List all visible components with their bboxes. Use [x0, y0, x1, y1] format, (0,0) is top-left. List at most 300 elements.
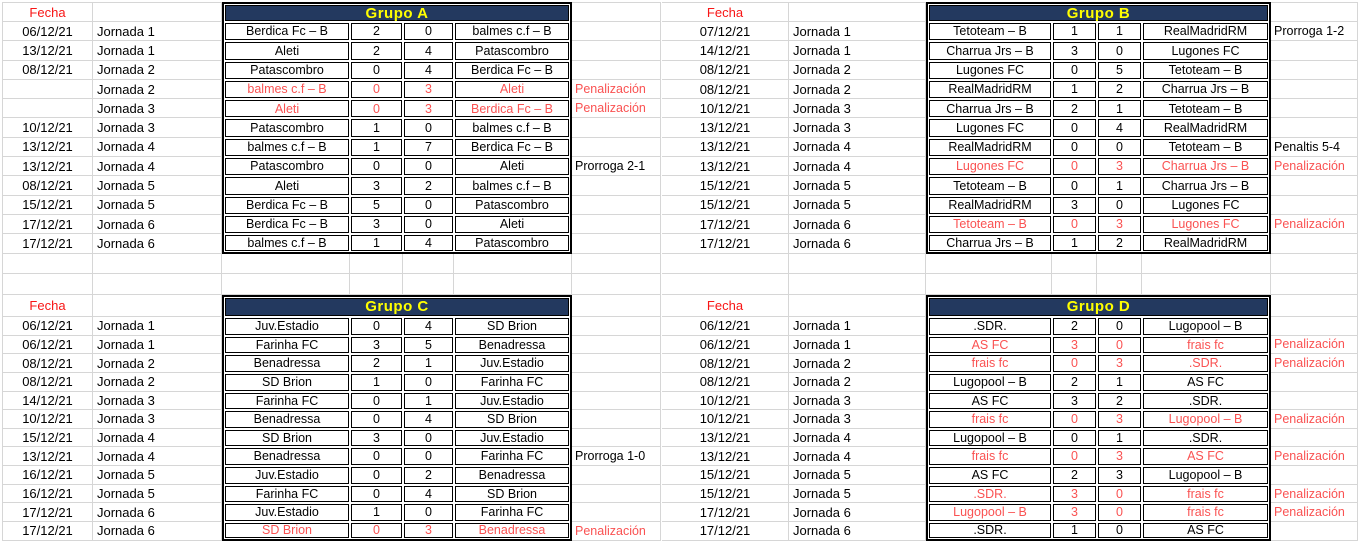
home-team-cell[interactable]: frais fc — [929, 355, 1051, 372]
away-team-cell[interactable]: Charrua Jrs – B — [1143, 158, 1268, 175]
away-team-cell[interactable]: Juv.Estadio — [455, 355, 569, 372]
home-team-cell[interactable]: .SDR. — [929, 318, 1051, 335]
note-cell[interactable] — [1271, 41, 1358, 60]
home-team-cell[interactable]: Benadressa — [225, 355, 349, 372]
jornada-cell[interactable]: Jornada 6 — [93, 234, 222, 253]
empty-cell[interactable] — [1271, 254, 1358, 275]
empty-cell[interactable] — [662, 254, 789, 275]
away-team-cell[interactable]: Farinha FC — [455, 504, 569, 521]
date-cell[interactable]: 10/12/21 — [662, 410, 789, 429]
away-score-cell[interactable]: 0 — [1098, 318, 1141, 335]
jornada-cell[interactable]: Jornada 4 — [789, 138, 926, 157]
jornada-cell[interactable]: Jornada 1 — [789, 22, 926, 41]
empty-cell[interactable] — [1052, 254, 1097, 275]
away-team-cell[interactable]: .SDR. — [1143, 355, 1268, 372]
home-score-cell[interactable]: 0 — [1053, 448, 1096, 465]
away-score-cell[interactable]: 4 — [404, 318, 453, 335]
home-team-cell[interactable]: Tetoteam – B — [929, 216, 1051, 233]
away-score-cell[interactable]: 0 — [404, 216, 453, 233]
fecha-column-header[interactable]: Fecha — [662, 2, 789, 22]
jornada-cell[interactable]: Jornada 4 — [789, 429, 926, 448]
away-team-cell[interactable]: .SDR. — [1143, 430, 1268, 447]
jornada-cell[interactable]: Jornada 4 — [789, 157, 926, 176]
empty-cell[interactable] — [403, 254, 454, 275]
note-cell[interactable] — [572, 336, 661, 355]
home-score-cell[interactable]: 0 — [1053, 62, 1096, 79]
jornada-cell[interactable]: Jornada 3 — [93, 99, 222, 118]
empty-cell[interactable] — [1097, 274, 1142, 295]
empty-cell[interactable] — [926, 274, 1052, 295]
jornada-cell[interactable]: Jornada 3 — [93, 410, 222, 429]
fecha-column-header[interactable]: Fecha — [2, 2, 93, 22]
date-cell[interactable]: 08/12/21 — [2, 176, 93, 195]
away-score-cell[interactable]: 1 — [1098, 177, 1141, 194]
note-cell[interactable] — [572, 41, 661, 60]
away-score-cell[interactable]: 2 — [1098, 81, 1141, 98]
home-score-cell[interactable]: 0 — [351, 100, 402, 117]
away-score-cell[interactable]: 0 — [1098, 504, 1141, 521]
jornada-column-header[interactable] — [789, 295, 926, 317]
home-score-cell[interactable]: 0 — [1053, 355, 1096, 372]
home-score-cell[interactable]: 2 — [351, 355, 402, 372]
away-team-cell[interactable]: RealMadridRM — [1143, 235, 1268, 250]
note-cell[interactable] — [1271, 317, 1358, 336]
home-score-cell[interactable]: 2 — [351, 42, 402, 59]
away-score-cell[interactable]: 3 — [404, 100, 453, 117]
away-score-cell[interactable]: 0 — [404, 23, 453, 40]
away-score-cell[interactable]: 0 — [404, 119, 453, 136]
away-score-cell[interactable]: 4 — [404, 411, 453, 428]
home-team-cell[interactable]: balmes c.f – B — [225, 81, 349, 98]
home-score-cell[interactable]: 0 — [1053, 119, 1096, 136]
note-cell[interactable] — [1271, 99, 1358, 118]
empty-cell[interactable] — [454, 254, 572, 275]
date-cell[interactable]: 10/12/21 — [662, 392, 789, 411]
home-score-cell[interactable]: 0 — [351, 393, 402, 410]
group-d-title[interactable]: Grupo D — [929, 298, 1268, 316]
home-team-cell[interactable]: Aleti — [225, 100, 349, 117]
away-team-cell[interactable]: Patascombro — [455, 42, 569, 59]
home-score-cell[interactable]: 0 — [351, 486, 402, 503]
date-cell[interactable]: 08/12/21 — [2, 373, 93, 392]
jornada-cell[interactable]: Jornada 4 — [789, 447, 926, 466]
note-cell[interactable] — [1271, 429, 1358, 448]
note-cell[interactable] — [572, 22, 661, 41]
empty-cell[interactable] — [2, 274, 93, 295]
jornada-cell[interactable]: Jornada 5 — [789, 466, 926, 485]
away-team-cell[interactable]: Lugopool – B — [1143, 411, 1268, 428]
away-score-cell[interactable]: 5 — [1098, 62, 1141, 79]
date-cell[interactable]: 17/12/21 — [2, 234, 93, 253]
empty-cell[interactable] — [662, 274, 789, 295]
note-cell[interactable]: Penalización — [1271, 503, 1358, 522]
empty-cell[interactable] — [1271, 274, 1358, 295]
home-team-cell[interactable]: .SDR. — [929, 523, 1051, 538]
away-team-cell[interactable]: RealMadridRM — [1143, 119, 1268, 136]
away-team-cell[interactable]: SD Brion — [455, 318, 569, 335]
group-b-title[interactable]: Grupo B — [929, 5, 1268, 21]
empty-cell[interactable] — [789, 254, 926, 275]
empty-cell[interactable] — [222, 254, 350, 275]
jornada-cell[interactable]: Jornada 4 — [93, 157, 222, 176]
note-cell[interactable] — [572, 410, 661, 429]
jornada-cell[interactable]: Jornada 2 — [789, 354, 926, 373]
jornada-column-header[interactable] — [789, 2, 926, 22]
note-column-header[interactable] — [572, 2, 661, 22]
jornada-cell[interactable]: Jornada 2 — [93, 61, 222, 80]
away-team-cell[interactable]: frais fc — [1143, 504, 1268, 521]
note-cell[interactable] — [1271, 196, 1358, 215]
date-cell[interactable]: 15/12/21 — [662, 176, 789, 195]
home-team-cell[interactable]: Tetoteam – B — [929, 23, 1051, 40]
date-cell[interactable]: 13/12/21 — [2, 157, 93, 176]
home-score-cell[interactable]: 0 — [351, 467, 402, 484]
jornada-cell[interactable]: Jornada 5 — [789, 485, 926, 504]
away-score-cell[interactable]: 3 — [1098, 158, 1141, 175]
jornada-cell[interactable]: Jornada 1 — [93, 336, 222, 355]
home-team-cell[interactable]: Tetoteam – B — [929, 177, 1051, 194]
away-team-cell[interactable]: AS FC — [1143, 523, 1268, 538]
away-score-cell[interactable]: 1 — [404, 393, 453, 410]
note-cell[interactable] — [1271, 118, 1358, 137]
away-score-cell[interactable]: 4 — [404, 62, 453, 79]
away-score-cell[interactable]: 4 — [404, 42, 453, 59]
home-team-cell[interactable]: Patascombro — [225, 158, 349, 175]
away-score-cell[interactable]: 4 — [404, 235, 453, 250]
home-team-cell[interactable]: RealMadridRM — [929, 197, 1051, 214]
jornada-cell[interactable]: Jornada 5 — [93, 176, 222, 195]
jornada-cell[interactable]: Jornada 1 — [93, 317, 222, 336]
home-team-cell[interactable]: Aleti — [225, 177, 349, 194]
date-cell[interactable]: 06/12/21 — [2, 336, 93, 355]
away-score-cell[interactable]: 0 — [1098, 486, 1141, 503]
home-score-cell[interactable]: 0 — [351, 158, 402, 175]
home-team-cell[interactable]: Lugopool – B — [929, 430, 1051, 447]
home-score-cell[interactable]: 0 — [1053, 430, 1096, 447]
away-team-cell[interactable]: Farinha FC — [455, 374, 569, 391]
away-score-cell[interactable]: 0 — [404, 448, 453, 465]
home-score-cell[interactable]: 2 — [1053, 100, 1096, 117]
home-team-cell[interactable]: frais fc — [929, 411, 1051, 428]
date-cell[interactable]: 15/12/21 — [662, 196, 789, 215]
date-cell[interactable] — [2, 80, 93, 99]
jornada-cell[interactable]: Jornada 6 — [93, 503, 222, 522]
home-team-cell[interactable]: RealMadridRM — [929, 139, 1051, 156]
away-score-cell[interactable]: 0 — [404, 158, 453, 175]
away-team-cell[interactable]: Aleti — [455, 158, 569, 175]
jornada-cell[interactable]: Jornada 5 — [789, 196, 926, 215]
home-score-cell[interactable]: 3 — [351, 337, 402, 354]
date-cell[interactable]: 06/12/21 — [2, 317, 93, 336]
away-score-cell[interactable]: 3 — [404, 523, 453, 538]
empty-cell[interactable] — [403, 274, 454, 295]
away-team-cell[interactable]: Tetoteam – B — [1143, 100, 1268, 117]
away-team-cell[interactable]: frais fc — [1143, 486, 1268, 503]
away-team-cell[interactable]: Patascombro — [455, 197, 569, 214]
note-cell[interactable] — [572, 234, 661, 253]
note-cell[interactable]: Prorroga 1-0 — [572, 447, 661, 466]
date-cell[interactable]: 15/12/21 — [662, 466, 789, 485]
jornada-cell[interactable]: Jornada 1 — [789, 317, 926, 336]
jornada-cell[interactable]: Jornada 2 — [789, 61, 926, 80]
home-team-cell[interactable]: frais fc — [929, 448, 1051, 465]
note-cell[interactable]: Penalización — [1271, 354, 1358, 373]
note-cell[interactable] — [572, 196, 661, 215]
away-team-cell[interactable]: Charrua Jrs – B — [1143, 81, 1268, 98]
away-team-cell[interactable]: RealMadridRM — [1143, 23, 1268, 40]
date-cell[interactable]: 06/12/21 — [662, 317, 789, 336]
away-team-cell[interactable]: Lugopool – B — [1143, 318, 1268, 335]
away-team-cell[interactable]: SD Brion — [455, 486, 569, 503]
jornada-cell[interactable]: Jornada 2 — [93, 80, 222, 99]
date-cell[interactable]: 08/12/21 — [2, 61, 93, 80]
note-cell[interactable] — [572, 176, 661, 195]
home-team-cell[interactable]: Charrua Jrs – B — [929, 42, 1051, 59]
date-cell[interactable]: 16/12/21 — [2, 466, 93, 485]
home-team-cell[interactable]: AS FC — [929, 393, 1051, 410]
home-team-cell[interactable]: Lugones FC — [929, 119, 1051, 136]
note-cell[interactable] — [1271, 234, 1358, 253]
note-cell[interactable] — [572, 466, 661, 485]
away-score-cell[interactable]: 3 — [1098, 467, 1141, 484]
jornada-column-header[interactable] — [93, 295, 222, 317]
away-score-cell[interactable]: 3 — [1098, 448, 1141, 465]
home-team-cell[interactable]: SD Brion — [225, 523, 349, 538]
away-team-cell[interactable]: .SDR. — [1143, 393, 1268, 410]
note-cell[interactable]: Penalización — [1271, 336, 1358, 355]
home-team-cell[interactable]: Berdica Fc – B — [225, 197, 349, 214]
home-score-cell[interactable]: 1 — [1053, 523, 1096, 538]
away-score-cell[interactable]: 2 — [404, 467, 453, 484]
away-team-cell[interactable]: Tetoteam – B — [1143, 62, 1268, 79]
home-team-cell[interactable]: Aleti — [225, 42, 349, 59]
empty-cell[interactable] — [572, 254, 661, 275]
date-cell[interactable]: 13/12/21 — [662, 429, 789, 448]
home-team-cell[interactable]: AS FC — [929, 337, 1051, 354]
away-score-cell[interactable]: 0 — [404, 430, 453, 447]
home-score-cell[interactable]: 2 — [1053, 467, 1096, 484]
group-c-title[interactable]: Grupo C — [225, 298, 569, 316]
empty-cell[interactable] — [93, 254, 222, 275]
away-score-cell[interactable]: 1 — [404, 355, 453, 372]
away-score-cell[interactable]: 0 — [404, 374, 453, 391]
empty-cell[interactable] — [1097, 254, 1142, 275]
note-cell[interactable] — [572, 317, 661, 336]
away-score-cell[interactable]: 3 — [1098, 411, 1141, 428]
date-cell[interactable]: 17/12/21 — [2, 522, 93, 541]
away-score-cell[interactable]: 1 — [1098, 100, 1141, 117]
home-score-cell[interactable]: 1 — [351, 504, 402, 521]
date-cell[interactable]: 13/12/21 — [2, 41, 93, 60]
away-score-cell[interactable]: 2 — [1098, 393, 1141, 410]
away-score-cell[interactable]: 1 — [1098, 23, 1141, 40]
jornada-cell[interactable]: Jornada 6 — [789, 503, 926, 522]
note-cell[interactable]: Prorroga 1-2 — [1271, 22, 1358, 41]
jornada-cell[interactable]: Jornada 6 — [93, 522, 222, 541]
home-score-cell[interactable]: 2 — [1053, 318, 1096, 335]
note-column-header[interactable] — [572, 295, 661, 317]
away-team-cell[interactable]: Berdica Fc – B — [455, 139, 569, 156]
note-cell[interactable]: Penalización — [572, 99, 661, 118]
jornada-cell[interactable]: Jornada 5 — [93, 466, 222, 485]
note-cell[interactable]: Penalización — [572, 80, 661, 99]
date-cell[interactable]: 15/12/21 — [2, 196, 93, 215]
home-team-cell[interactable]: .SDR. — [929, 486, 1051, 503]
note-cell[interactable] — [1271, 522, 1358, 541]
jornada-cell[interactable]: Jornada 3 — [93, 392, 222, 411]
away-team-cell[interactable]: Lugopool – B — [1143, 467, 1268, 484]
home-score-cell[interactable]: 1 — [351, 235, 402, 250]
note-cell[interactable] — [1271, 176, 1358, 195]
home-team-cell[interactable]: Lugopool – B — [929, 504, 1051, 521]
note-cell[interactable]: Prorroga 2-1 — [572, 157, 661, 176]
jornada-column-header[interactable] — [93, 2, 222, 22]
date-cell[interactable]: 06/12/21 — [662, 336, 789, 355]
home-team-cell[interactable]: Patascombro — [225, 119, 349, 136]
home-score-cell[interactable]: 2 — [351, 23, 402, 40]
away-team-cell[interactable]: Lugones FC — [1143, 197, 1268, 214]
jornada-cell[interactable]: Jornada 6 — [789, 215, 926, 234]
date-cell[interactable]: 07/12/21 — [662, 22, 789, 41]
date-cell[interactable]: 08/12/21 — [662, 373, 789, 392]
jornada-cell[interactable]: Jornada 1 — [93, 22, 222, 41]
jornada-cell[interactable]: Jornada 6 — [789, 234, 926, 253]
away-team-cell[interactable]: Lugones FC — [1143, 42, 1268, 59]
note-cell[interactable]: Penalización — [572, 522, 661, 541]
away-team-cell[interactable]: Benadressa — [455, 337, 569, 354]
home-score-cell[interactable]: 0 — [1053, 158, 1096, 175]
note-cell[interactable] — [572, 392, 661, 411]
home-team-cell[interactable]: Benadressa — [225, 448, 349, 465]
group-a-title[interactable]: Grupo A — [225, 5, 569, 21]
home-team-cell[interactable]: Farinha FC — [225, 393, 349, 410]
date-cell[interactable]: 14/12/21 — [662, 41, 789, 60]
date-cell[interactable]: 14/12/21 — [2, 392, 93, 411]
away-score-cell[interactable]: 5 — [404, 337, 453, 354]
jornada-cell[interactable]: Jornada 4 — [93, 138, 222, 157]
home-score-cell[interactable]: 3 — [351, 216, 402, 233]
away-team-cell[interactable]: balmes c.f – B — [455, 23, 569, 40]
empty-cell[interactable] — [350, 254, 403, 275]
date-cell[interactable]: 10/12/21 — [2, 410, 93, 429]
note-cell[interactable] — [1271, 392, 1358, 411]
home-team-cell[interactable]: Juv.Estadio — [225, 318, 349, 335]
home-score-cell[interactable]: 2 — [1053, 374, 1096, 391]
note-cell[interactable]: Penalización — [1271, 410, 1358, 429]
jornada-cell[interactable]: Jornada 5 — [789, 176, 926, 195]
note-cell[interactable] — [572, 118, 661, 137]
away-score-cell[interactable]: 1 — [1098, 374, 1141, 391]
jornada-cell[interactable]: Jornada 2 — [789, 373, 926, 392]
date-cell[interactable]: 10/12/21 — [662, 99, 789, 118]
empty-cell[interactable] — [926, 254, 1052, 275]
note-column-header[interactable] — [1271, 2, 1358, 22]
jornada-cell[interactable]: Jornada 3 — [789, 118, 926, 137]
note-cell[interactable] — [1271, 373, 1358, 392]
home-score-cell[interactable]: 0 — [351, 318, 402, 335]
home-team-cell[interactable]: AS FC — [929, 467, 1051, 484]
away-team-cell[interactable]: balmes c.f – B — [455, 119, 569, 136]
empty-cell[interactable] — [454, 274, 572, 295]
home-score-cell[interactable]: 1 — [1053, 81, 1096, 98]
home-team-cell[interactable]: Patascombro — [225, 62, 349, 79]
jornada-cell[interactable]: Jornada 6 — [789, 522, 926, 541]
home-score-cell[interactable]: 0 — [351, 523, 402, 538]
note-cell[interactable] — [1271, 80, 1358, 99]
jornada-cell[interactable]: Jornada 2 — [789, 80, 926, 99]
away-team-cell[interactable]: Farinha FC — [455, 448, 569, 465]
date-cell[interactable]: 17/12/21 — [662, 234, 789, 253]
home-score-cell[interactable]: 0 — [351, 448, 402, 465]
jornada-cell[interactable]: Jornada 1 — [789, 336, 926, 355]
empty-cell[interactable] — [572, 274, 661, 295]
date-cell[interactable]: 17/12/21 — [662, 503, 789, 522]
note-cell[interactable]: Penalización — [1271, 215, 1358, 234]
home-score-cell[interactable]: 0 — [1053, 216, 1096, 233]
away-score-cell[interactable]: 0 — [1098, 139, 1141, 156]
home-score-cell[interactable]: 0 — [1053, 139, 1096, 156]
empty-cell[interactable] — [2, 254, 93, 275]
home-team-cell[interactable]: Lugones FC — [929, 158, 1051, 175]
home-score-cell[interactable]: 1 — [1053, 235, 1096, 250]
home-score-cell[interactable]: 3 — [1053, 504, 1096, 521]
note-cell[interactable] — [572, 373, 661, 392]
home-team-cell[interactable]: Charrua Jrs – B — [929, 100, 1051, 117]
jornada-cell[interactable]: Jornada 5 — [93, 485, 222, 504]
home-team-cell[interactable]: balmes c.f – B — [225, 139, 349, 156]
jornada-cell[interactable]: Jornada 1 — [789, 41, 926, 60]
away-team-cell[interactable]: Lugones FC — [1143, 216, 1268, 233]
date-cell[interactable]: 13/12/21 — [2, 138, 93, 157]
note-cell[interactable] — [1271, 466, 1358, 485]
home-score-cell[interactable]: 0 — [1053, 411, 1096, 428]
date-cell[interactable]: 13/12/21 — [662, 118, 789, 137]
away-score-cell[interactable]: 3 — [1098, 355, 1141, 372]
away-team-cell[interactable]: SD Brion — [455, 411, 569, 428]
empty-cell[interactable] — [1142, 254, 1271, 275]
jornada-cell[interactable]: Jornada 4 — [93, 447, 222, 466]
date-cell[interactable]: 08/12/21 — [662, 80, 789, 99]
jornada-cell[interactable]: Jornada 1 — [93, 41, 222, 60]
away-team-cell[interactable]: Charrua Jrs – B — [1143, 177, 1268, 194]
home-score-cell[interactable]: 3 — [351, 430, 402, 447]
date-cell[interactable]: 08/12/21 — [662, 354, 789, 373]
empty-cell[interactable] — [789, 274, 926, 295]
note-cell[interactable] — [572, 138, 661, 157]
home-score-cell[interactable]: 0 — [351, 62, 402, 79]
home-score-cell[interactable]: 0 — [351, 411, 402, 428]
away-score-cell[interactable]: 0 — [1098, 523, 1141, 538]
home-score-cell[interactable]: 3 — [1053, 486, 1096, 503]
away-score-cell[interactable]: 3 — [404, 81, 453, 98]
date-cell[interactable]: 17/12/21 — [662, 522, 789, 541]
jornada-cell[interactable]: Jornada 2 — [93, 373, 222, 392]
date-cell[interactable]: 08/12/21 — [662, 61, 789, 80]
away-score-cell[interactable]: 0 — [1098, 42, 1141, 59]
away-team-cell[interactable]: AS FC — [1143, 374, 1268, 391]
home-team-cell[interactable]: Juv.Estadio — [225, 467, 349, 484]
jornada-cell[interactable]: Jornada 5 — [93, 196, 222, 215]
home-score-cell[interactable]: 1 — [351, 139, 402, 156]
empty-cell[interactable] — [1052, 274, 1097, 295]
home-score-cell[interactable]: 1 — [351, 374, 402, 391]
home-score-cell[interactable]: 3 — [1053, 337, 1096, 354]
note-cell[interactable] — [572, 354, 661, 373]
away-score-cell[interactable]: 1 — [1098, 430, 1141, 447]
home-score-cell[interactable]: 3 — [351, 177, 402, 194]
home-score-cell[interactable]: 0 — [351, 81, 402, 98]
home-team-cell[interactable]: SD Brion — [225, 430, 349, 447]
